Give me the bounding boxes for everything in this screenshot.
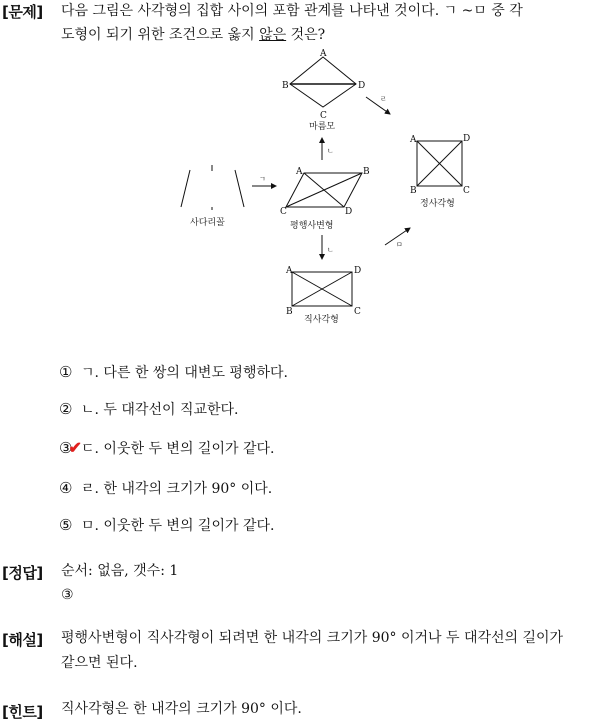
choice-5[interactable] <box>59 515 274 535</box>
rhombus-vertex-c: C <box>320 111 327 121</box>
rectangle-vertex-d: D <box>354 266 362 276</box>
square-vertex-a: A <box>410 135 417 145</box>
parallelogram-vertex-d: D <box>345 207 353 217</box>
quadrilateral-inclusion-diagram <box>0 0 592 340</box>
rhombus-shape <box>290 57 356 107</box>
answer-label: [정답] <box>2 564 43 582</box>
arrow-m-label: ㅁ <box>396 241 403 249</box>
problem-text-underlined: 않은 <box>259 27 287 43</box>
arrow-g-label: ㄱ <box>259 175 266 183</box>
choice-1[interactable] <box>59 362 288 382</box>
square-vertex-d: D <box>463 134 471 144</box>
rhombus-vertex-a: A <box>320 49 327 59</box>
arrow-n-up-label: ㄴ <box>327 147 334 155</box>
choice-3-text: ㄷ. 이웃한 두 변의 길이가 같다. <box>81 441 275 457</box>
rectangle-label: 직사각형 <box>304 315 339 325</box>
square-label: 정사각형 <box>420 199 455 209</box>
parallelogram-diagonal-2 <box>286 173 362 207</box>
parallelogram-vertex-c: C <box>280 207 287 217</box>
trapezoid-left-side <box>181 170 190 207</box>
choice-4-text: ㄹ. 한 내각의 크기가 90° 이다. <box>81 481 273 497</box>
problem-label: [문제] <box>2 3 43 21</box>
rectangle-vertex-a: A <box>286 266 293 276</box>
parallelogram-label: 평행사변형 <box>290 221 334 231</box>
choice-3[interactable] <box>59 438 274 458</box>
arrow-r-label: ㄹ <box>380 95 387 103</box>
square-vertex-b: B <box>410 186 417 196</box>
explanation-line1: 평행사변형이 직사각형이 되려면 한 내각의 크기가 90° 이거나 두 대각선의 길이가 <box>61 630 564 646</box>
arrow-n-down-label: ㄴ <box>327 246 334 254</box>
choice-2-number: ② <box>59 400 73 418</box>
choice-4-number: ④ <box>59 479 73 497</box>
problem-text-post: 것은? <box>286 27 326 43</box>
answer-line2: ③ <box>61 587 74 603</box>
explanation-line2: 같으면 된다. <box>61 655 138 671</box>
choice-1-number: ① <box>59 363 73 381</box>
trapezoid-right-side <box>235 170 244 207</box>
problem-text-line1: 다음 그림은 사각형의 집합 사이의 포함 관계를 나타낸 것이다. ㄱ ~ㅁ 중 각 <box>61 3 523 19</box>
choice-3-number: ③✔ <box>59 438 82 457</box>
rhombus-vertex-b: B <box>282 81 289 91</box>
choice-2-text: ㄴ. 두 대각선이 직교한다. <box>81 402 239 418</box>
choice-1-text: ㄱ. 다른 한 쌍의 대변도 평행하다. <box>81 365 288 381</box>
parallelogram-vertex-a: A <box>296 167 303 177</box>
choice-5-number: ⑤ <box>59 516 73 534</box>
choice-5-text: ㅁ. 이웃한 두 변의 길이가 같다. <box>81 518 275 534</box>
rectangle-vertex-b: B <box>286 307 293 317</box>
answer-line1: 순서: 없음, 갯수: 1 <box>61 563 179 579</box>
choice-4[interactable] <box>59 478 272 498</box>
check-mark-icon: ✔ <box>68 438 82 457</box>
explanation-label: [해설] <box>2 631 43 649</box>
hint-label: [힌트] <box>2 703 43 721</box>
rectangle-vertex-c: C <box>354 307 361 317</box>
choice-2[interactable] <box>59 399 239 419</box>
problem-text-pre: 도형이 되기 위한 조건으로 옳지 <box>61 27 260 43</box>
rhombus-vertex-d: D <box>358 81 366 91</box>
rhombus-label: 마름모 <box>309 122 336 132</box>
hint-line1: 직사각형은 한 내각의 크기가 90° 이다. <box>61 701 302 717</box>
square-vertex-c: C <box>463 186 470 196</box>
parallelogram-vertex-b: B <box>363 167 370 177</box>
trapezoid-label: 사다리꼴 <box>190 218 225 228</box>
